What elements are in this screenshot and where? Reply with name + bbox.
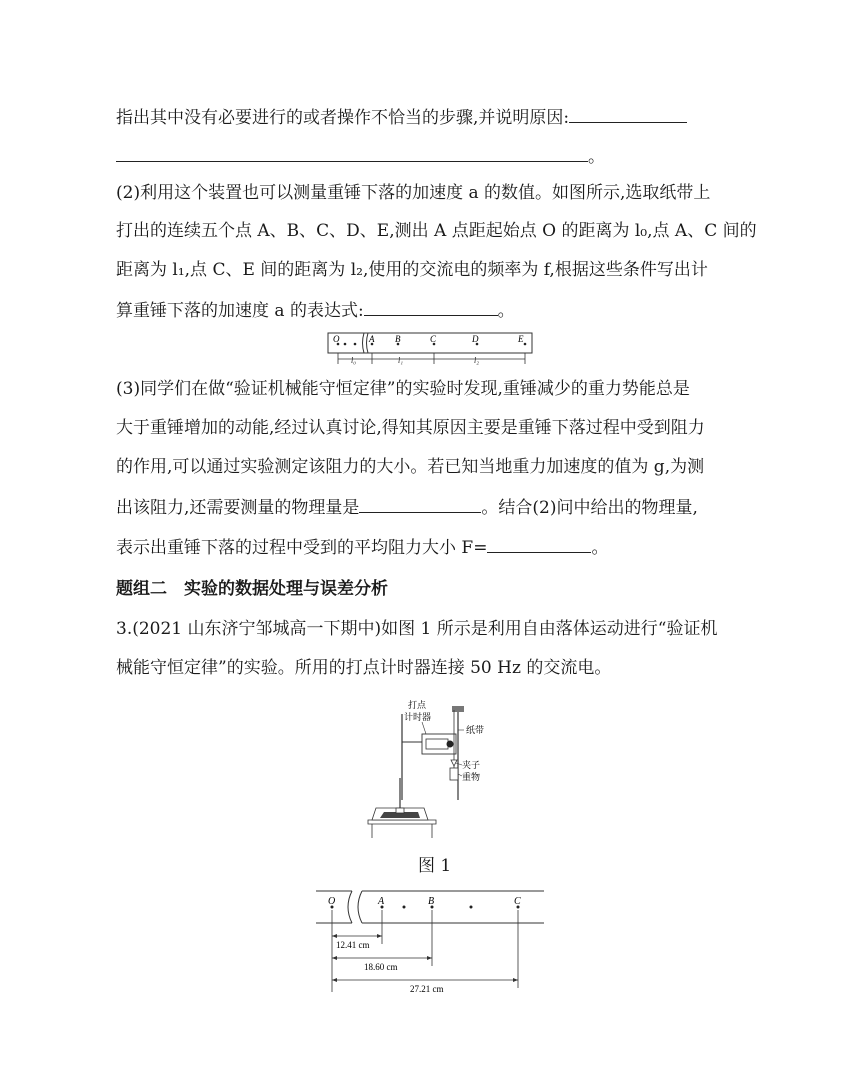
tape-dot <box>354 343 357 346</box>
paper-tape-figure-2 <box>314 888 546 994</box>
distance-label-oc: 27.21 cm <box>410 984 444 994</box>
text: 。结合(2)问中给出的物理量, <box>481 498 698 518</box>
question-line <box>116 104 687 130</box>
answer-blank[interactable] <box>487 534 591 553</box>
point-label-o: O <box>328 896 336 907</box>
tape-dot <box>524 343 527 346</box>
question-line: 打出的连续五个点 A、B、C、D、E,测出 A 点距起始点 O 的距离为 l₀,点 A、C 间的 <box>116 221 757 241</box>
text: 。 <box>591 538 609 558</box>
answer-blank[interactable] <box>569 104 687 123</box>
question-line <box>116 297 515 323</box>
apparatus-figure <box>366 700 498 840</box>
answer-blank[interactable] <box>359 494 481 513</box>
question-line: 距离为 l₁,点 C、E 间的距离为 l₂,使用的交流电的频率为 f,根据这些条件写出计 <box>116 260 708 280</box>
text: 出该阻力,还需要测量的物理量是 <box>116 498 360 518</box>
paper-tape-figure <box>326 330 536 368</box>
distance-label-oa: 12.41 cm <box>336 940 370 950</box>
label-tape: 纸带 <box>466 726 485 736</box>
question-line: 的作用,可以通过实验测定该阻力的大小。若已知当地重力加速度的值为 g,为测 <box>116 457 705 477</box>
label-timer-2: 计时器 <box>404 713 432 723</box>
label-weight: 重物 <box>462 773 481 783</box>
text: 指出其中没有必要进行的或者操作不恰当的步骤,并说明原因: <box>116 108 570 128</box>
point-label-b: B <box>428 896 435 907</box>
question-line: (3)同学们在做“验证机械能守恒定律”的实验时发现,重锤减少的重力势能总是 <box>116 379 690 399</box>
dim-label-l2: l₂ <box>474 356 480 365</box>
dim-label-l1: l₁ <box>398 356 404 365</box>
answer-blank[interactable] <box>116 143 588 162</box>
answer-blank[interactable] <box>364 297 498 316</box>
label-timer-1: 打点 <box>408 701 427 711</box>
dim-label-l0: l₀ <box>351 356 357 365</box>
text: 表示出重锤下落的过程中受到的平均阻力大小 F= <box>116 538 488 558</box>
point-label-b: B <box>395 334 401 344</box>
distance-label-ob: 18.60 cm <box>364 962 398 972</box>
point-label-e: E <box>518 334 524 344</box>
point-label-c: C <box>430 334 437 344</box>
section-heading: 题组二 实验的数据处理与误差分析 <box>116 579 388 599</box>
point-label-a: A <box>369 334 375 344</box>
figure-caption: 图 1 <box>418 856 452 876</box>
point-label-d: D <box>472 334 479 344</box>
text: 。 <box>588 147 605 167</box>
label-clip: 夹子 <box>462 761 481 771</box>
question-line: 械能守恒定律”的实验。所用的打点计时器连接 50 Hz 的交流电。 <box>116 658 612 678</box>
point-label-o: O <box>333 334 340 344</box>
text: 算重锤下落的加速度 a 的表达式: <box>116 301 364 321</box>
point-label-a: A <box>378 896 385 907</box>
text: 。 <box>497 301 515 321</box>
question-line <box>116 143 605 169</box>
question-line: (2)利用这个装置也可以测量重锤下落的加速度 a 的数值。如图所示,选取纸带上 <box>116 183 711 203</box>
question-line: 3.(2021 山东济宁邹城高一下期中)如图 1 所示是利用自由落体运动进行“验证机 <box>116 619 718 639</box>
point-label-c: C <box>514 896 521 907</box>
question-line <box>116 534 608 560</box>
question-line <box>116 494 698 520</box>
question-line: 大于重锤增加的动能,经过认真讨论,得知其原因主要是重锤下落过程中受到阻力 <box>116 418 705 438</box>
tape-dot <box>344 343 347 346</box>
